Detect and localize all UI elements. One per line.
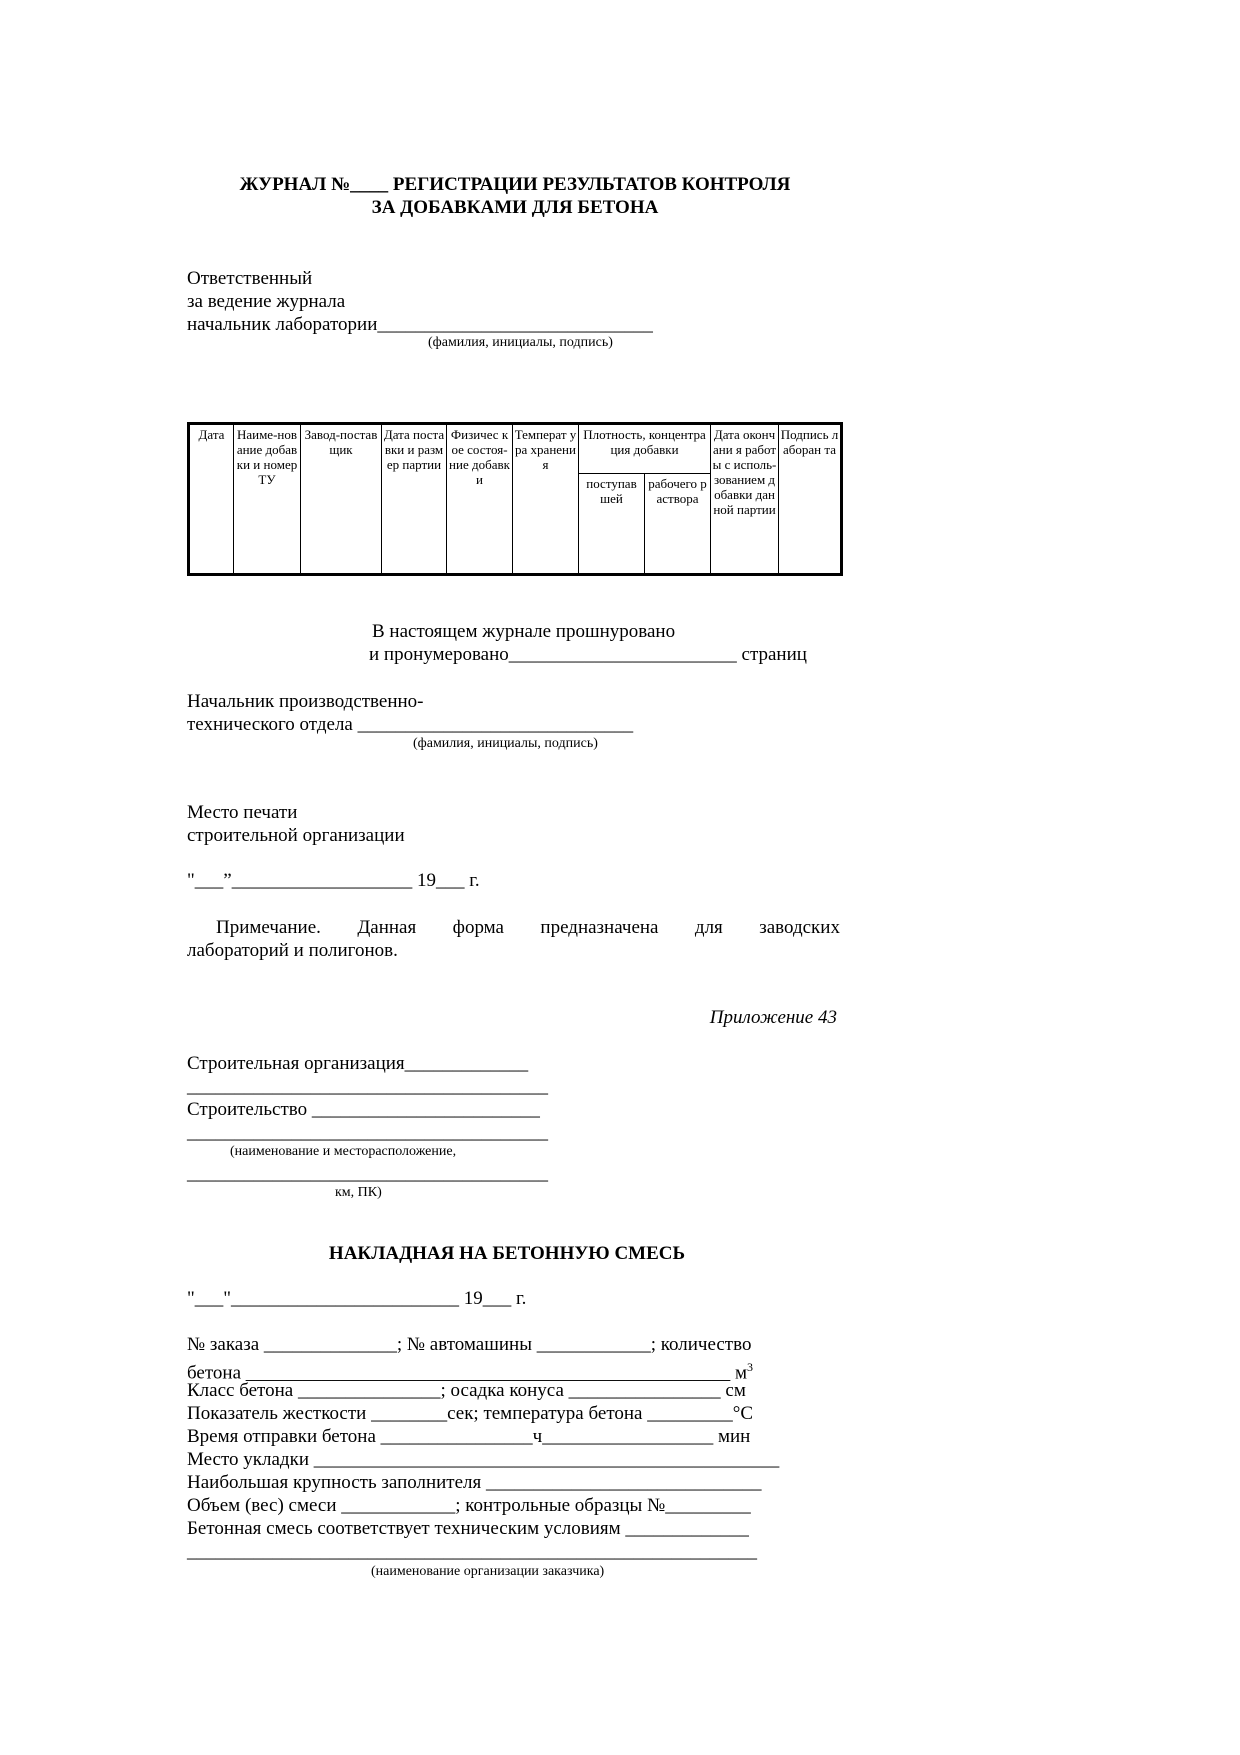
waybill-place-line: Место укладки _________________________________________________ bbox=[187, 1449, 780, 1470]
th-delivery: Дата поставки и размер партии bbox=[382, 424, 447, 575]
th-supplier: Завод-поставщик bbox=[301, 424, 382, 575]
seal-date: "___”___________________ 19___ г. bbox=[187, 870, 480, 891]
waybill-stiffness-line: Показатель жесткости ________сек; температура бетона _________°С bbox=[187, 1403, 754, 1424]
construction-org: Строительная организация_____________ bbox=[187, 1053, 529, 1074]
note-word: для bbox=[694, 917, 723, 938]
note-line2: лабораторий и полигонов. bbox=[187, 940, 398, 961]
construction-site: Строительство ________________________ bbox=[187, 1099, 540, 1120]
pto-line2: технического отдела _____________________________ bbox=[187, 714, 634, 735]
note-word: заводских bbox=[759, 917, 840, 938]
th-end-date: Дата окончани я работы с исполь-зованием добавки данной партии bbox=[711, 424, 779, 575]
construction-line-c: ______________________________________ bbox=[187, 1163, 548, 1184]
waybill-mix-volume-line: Объем (вес) смеси ____________; контрольные образцы №_________ bbox=[187, 1495, 751, 1516]
th-signature: Подпись лаборан та bbox=[779, 424, 842, 575]
construction-site-line: ______________________________________ bbox=[187, 1122, 548, 1143]
th-density-working: рабочего раствора bbox=[645, 474, 711, 575]
registration-table bbox=[187, 422, 843, 576]
responsible-line3: начальник лаборатории_____________________________ bbox=[187, 314, 653, 335]
waybill-class-line: Класс бетона _______________; осадка конуса ________________ см bbox=[187, 1380, 746, 1401]
seal-line1: Место печати bbox=[187, 802, 298, 823]
note-word: Примечание. bbox=[216, 917, 321, 938]
stitch-line1: В настоящем журнале прошнуровано bbox=[372, 621, 676, 642]
waybill-volume-text: бетона ___________________________________________________ м bbox=[187, 1362, 748, 1384]
th-storage-temp: Температ ура хранения bbox=[513, 424, 579, 575]
responsible-line1: Ответственный bbox=[187, 268, 313, 289]
responsible-caption: (фамилия, инициалы, подпись) bbox=[428, 335, 613, 350]
construction-caption1: (наименование и месторасположение, bbox=[230, 1144, 457, 1159]
note-word: Данная bbox=[357, 917, 417, 938]
waybill-conformity-line: Бетонная смесь соответствует техническим условиям _____________ bbox=[187, 1518, 749, 1539]
seal-line2: строительной организации bbox=[187, 825, 405, 846]
stitch-line2: и пронумеровано________________________ страниц bbox=[369, 644, 807, 665]
pto-caption: (фамилия, инициалы, подпись) bbox=[413, 736, 598, 751]
waybill-dispatch-line: Время отправки бетона ________________ч__________________ мин bbox=[187, 1426, 751, 1447]
th-density-incoming: поступав шей bbox=[579, 474, 645, 575]
th-density: Плотность, концентрация добавки bbox=[579, 424, 711, 474]
th-date: Дата bbox=[189, 424, 234, 575]
journal-title-line2: ЗА ДОБАВКАМИ ДЛЯ БЕТОНА bbox=[371, 197, 659, 218]
waybill-title: НАКЛАДНАЯ НА БЕТОННУЮ СМЕСЬ bbox=[328, 1243, 686, 1264]
appendix-label: Приложение 43 bbox=[709, 1007, 837, 1028]
responsible-line2: за ведение журнала bbox=[187, 291, 346, 312]
waybill-caption: (наименование организации заказчика) bbox=[371, 1564, 605, 1579]
waybill-blank-line: ____________________________________________________________ bbox=[187, 1541, 757, 1562]
construction-org-line: ______________________________________ bbox=[187, 1076, 548, 1097]
note-word: предназначена bbox=[540, 917, 659, 938]
note-word: форма bbox=[452, 917, 504, 938]
waybill-date: "___"________________________ 19___ г. bbox=[187, 1288, 527, 1309]
cubic-superscript: 3 bbox=[747, 1360, 754, 1374]
waybill-order-line: № заказа ______________; № автомашины ____________; количество bbox=[187, 1334, 752, 1355]
journal-title-line1: ЖУРНАЛ №____ РЕГИСТРАЦИИ РЕЗУЛЬТАТОВ КОНТРОЛЯ bbox=[239, 174, 791, 195]
note-line1 bbox=[187, 916, 840, 939]
th-name: Наиме-нование добавки и номер ТУ bbox=[234, 424, 301, 575]
construction-caption2: км, ПК) bbox=[335, 1185, 382, 1200]
waybill-aggregate-line: Наибольшая крупность заполнителя _____________________________ bbox=[187, 1472, 762, 1493]
pto-line1: Начальник производственно- bbox=[187, 691, 424, 712]
th-physical-state: Физичес кое состоя-ние добавки bbox=[447, 424, 513, 575]
